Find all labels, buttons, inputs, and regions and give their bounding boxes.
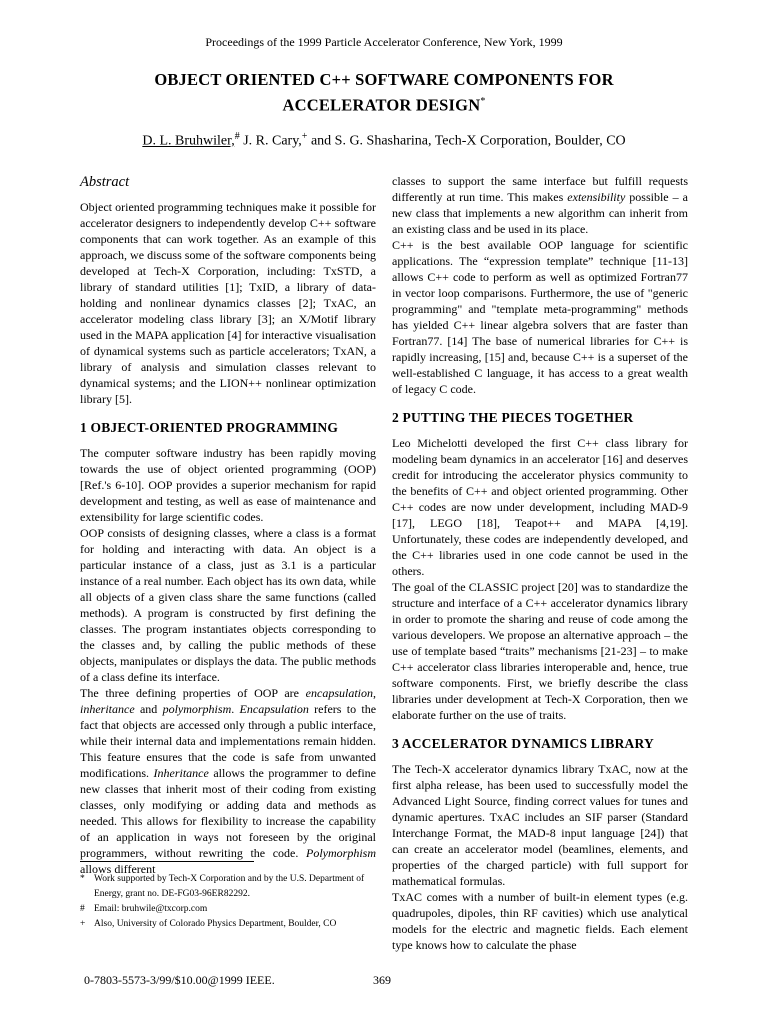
section3-paragraph-2: TxAC comes with a number of built-in element types (e.g. quadrupoles, dipoles, thin RF cavities) which use analytical models for the electric and magnetic fields. Each element type knows how to calculate the phase	[392, 890, 688, 952]
term-inheritance: inheritance	[80, 702, 135, 716]
footnote-affiliation	[80, 917, 376, 932]
text-run: classes to support the same interface but fulfill requests differently at run time. This makes	[392, 174, 688, 204]
footnote-text: Also, University of Colorado Physics Department, Boulder, CO	[94, 919, 337, 929]
section2-heading: 2 PUTTING THE PIECES TOGETHER	[392, 410, 634, 425]
term-extensibility: extensibility	[567, 190, 626, 204]
paper-title	[90, 69, 678, 117]
footnote-email	[80, 902, 376, 917]
footnote-mark: *	[80, 874, 85, 884]
term-polymorphism: polymorphism	[162, 702, 232, 716]
left-column	[80, 173, 376, 877]
footnote-funding	[80, 872, 376, 902]
section1-paragraph-1: The computer software industry has been rapidly moving towards the use of object oriented programming (OOP) [Ref.'s 6-10]. OOP provides a superior mechanism for rapid development and testing, as well as ease of maintenance and extensibility for large scientific codes.	[80, 446, 376, 524]
copyright-isbn: 0-7803-5573-3/99/$10.00@1999 IEEE.	[84, 973, 275, 987]
section3-paragraph-1: The Tech-X accelerator dynamics library TxAC, now at the first alpha release, has been used to successfully model the Advanced Light Source, finding correct values for tunes and dynamic apertures. TxAC includes an SIF parser (Standard Interchange Format, the MAD-8 input language [24]) that can create an accelerator model (beamlines, elements, and properties of the charged particle) with full support for mathematical formulas.	[392, 762, 688, 888]
title-line-1: OBJECT ORIENTED C++ SOFTWARE COMPONENTS FOR	[154, 70, 614, 89]
abstract-text: Object oriented programming techniques make it possible for accelerator designers to independently develop C++ software components that can work together. As an example of this approach, we discuss some of the software components being developed at Tech-X Corporation, including: TxSTD, a library of standard utilities [1]; TxID, a library of data-holding and nonlinear dynamics classes [2]; TxAC, an accelerator modeling class library [3]; an X/Motif library used in the MAPA application [4] for interactive visualisation of dynamical systems such as particle accelerators; TxAN, a library of analysis and simulation classes relevant to dynamical systems; and the LION++ nonlinear optimization library [5].	[80, 200, 376, 406]
title-footnote-mark: *	[480, 96, 486, 107]
text-run: ,	[373, 686, 376, 700]
right-column	[392, 173, 688, 953]
text-run: possible – a new class that implements a new algorithm can inherit from an existing class and be used in its place.	[392, 190, 688, 236]
term-encapsulation-2: Encapsulation	[239, 702, 309, 716]
author2-mark: +	[301, 131, 308, 142]
section2-paragraph-1: Leo Michelotti developed the first C++ class library for modeling beam dynamics in an accelerator [16] and deserves credit for introducing the accelerator physics community to the benefits of C++ and object oriented programming. Other C++ codes are now under development, including MAD-9 [17], LEGO [18], Teapot++ and MAPA [4,19]. Unfortunately, these codes are independently developed, and the C++ libraries used in one code cannot be used in the others.	[392, 436, 688, 578]
section1-paragraph-3	[80, 685, 376, 877]
conference-header: Proceedings of the 1999 Particle Accelerator Conference, New York, 1999	[205, 35, 563, 49]
footnote-text: Work supported by Tech-X Corporation and by the U.S. Department of Energy, grant no. DE-FG03-96ER82292.	[94, 874, 365, 899]
section1-paragraph-2: OOP consists of designing classes, where a class is a format for holding and interacting with data. An object is a particular instance of a class, just as 3.1 is a particular instance of a real number. Each object has its own data, while all objects of a given class share the same functions (called methods). A program is constructed by first defining the classes. The program instantiates objects corresponding to the classes and, by calling the public methods of these objects, manipulates or displays the data. The public methods of a class define its interface.	[80, 526, 376, 684]
section1-heading: 1 OBJECT-ORIENTED PROGRAMMING	[80, 420, 339, 435]
footnote-mark: #	[80, 904, 85, 914]
footnote-mark: +	[80, 919, 86, 929]
term-polymorphism-2: Polymorphism	[306, 846, 376, 860]
section3-heading: 3 ACCELERATOR DYNAMICS LIBRARY	[392, 736, 654, 751]
term-inheritance-2: Inheritance	[153, 766, 209, 780]
footnote-text: Email: bruhwile@txcorp.com	[94, 904, 208, 914]
page-number: 369	[373, 973, 391, 987]
term-encapsulation: encapsulation	[305, 686, 373, 700]
author-bruhwiler: D. L. Bruhwiler,	[142, 133, 235, 149]
section1-paragraph-4	[392, 173, 688, 237]
author-cary: J. R. Cary,	[239, 133, 302, 149]
title-line-2: ACCELERATOR DESIGN	[282, 95, 481, 115]
text-run: and	[134, 702, 163, 716]
footnote-divider	[80, 861, 254, 862]
author1-mark: #	[234, 131, 240, 142]
text-run: The three defining properties of OOP are	[80, 686, 306, 700]
authors-rest: and S. G. Shasharina, Tech-X Corporation, Boulder, CO	[307, 133, 626, 149]
text-run: refers to the fact that objects are accessed only through a public interface, while their internal data and implementations remain hidden. This feature ensures that the code is safe from unwanted modifications.	[80, 702, 377, 780]
footnotes	[80, 872, 376, 932]
section2-paragraph-2: The goal of the CLASSIC project [20] was to standardize the structure and interface of a C++ accelerator dynamics library in order to promote the sharing and reuse of code among the various developers. We propose an alternative approach – the use of template based “traits” mechanisms [21-23] – to make C++ accelerator class libraries interoperable and, hence, true software components. First, we briefly describe the class libraries under development at Tech-X Corporation, then we elaborate further on the use of traits.	[392, 580, 688, 722]
author-line	[0, 131, 768, 150]
text-run: .	[231, 702, 240, 716]
section1-paragraph-5: C++ is the best available OOP language for scientific applications. The “expression template” technique [11-13] allows C++ code to perform as well as optimized Fortran77 in vector loop comparisons. Furthermore, the use of "generic programming" and "template meta-programming" methods has yielded C++ linear algebra solvers that are faster than Fortran77. [14] The base of numerical libraries for C++ is rapidly increasing, [15] and, because C++ is a superset of the well-established C language, it has access to a great wealth of legacy C code.	[392, 238, 688, 396]
text-run: allows the programmer to define new classes that inherit most of their coding from existing classes, only modifying or adding data and methods as needed. This allows for flexibility to increase the capability of an application in ways not foreseen by the original programmers, without rewriting the code.	[80, 766, 376, 860]
abstract-heading: Abstract	[80, 174, 130, 190]
text-run: allows different	[80, 862, 156, 876]
